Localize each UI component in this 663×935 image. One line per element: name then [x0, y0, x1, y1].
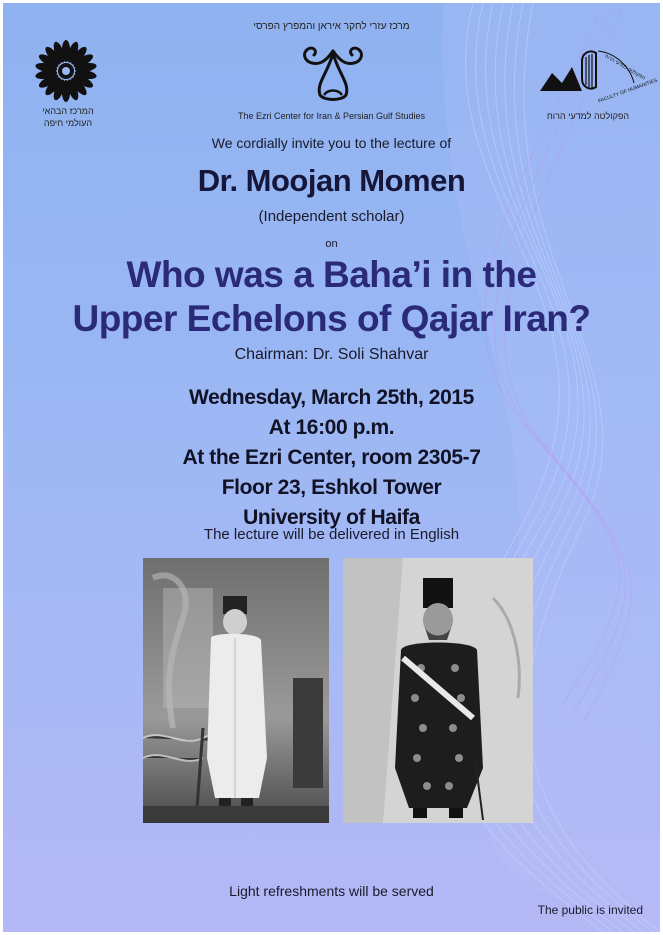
bahai-world-centre-hebrew-line2: העולמי חיפה [43, 118, 93, 128]
lecture-title [3, 253, 660, 341]
bahai-world-centre-hebrew-line1: המרכז הבהאי [42, 106, 94, 116]
faculty-logo-hebrew: הפקולטה למדעי הרוח [603, 53, 647, 82]
invitation-text: We cordially invite you to the lecture of [211, 135, 452, 151]
ezri-center-name: The Ezri Center for Iran & Persian Gulf Studies [237, 111, 426, 121]
speaker-name: Dr. Moojan Momen [197, 163, 466, 198]
historical-photo-left [143, 558, 329, 823]
event-floor: Floor 23, Eshkol Tower [221, 476, 442, 499]
faculty-of-humanities-logo-icon [538, 43, 659, 105]
historical-photo-right [343, 558, 533, 823]
language-note: The lecture will be delivered in English [203, 526, 460, 543]
event-place: At the Ezri Center, room 2305-7 [182, 446, 481, 469]
faculty-hebrew-name: הפקולטה למדעי הרוח [546, 111, 630, 121]
event-date: Wednesday, March 25th, 2015 [189, 386, 474, 409]
refreshments-note: Light refreshments will be served [229, 883, 434, 899]
event-university: University of Haifa [243, 506, 420, 529]
chairman-text: Chairman: Dr. Soli Shahvar [234, 346, 429, 363]
event-time: At 16:00 p.m. [268, 416, 395, 439]
bahai-world-centre-logo-icon [33, 38, 99, 104]
lecture-title-line2: Upper Echelons of Qajar Iran? [72, 298, 591, 339]
faculty-logo-label: FACULTY OF HUMANITIES [597, 77, 659, 105]
on-connector: on [325, 238, 338, 250]
poster [3, 3, 660, 932]
public-invited-note: The public is invited [537, 903, 643, 917]
speaker-affiliation: (Independent scholar) [258, 208, 405, 225]
event-details [3, 383, 660, 533]
ezri-center-logo-icon [298, 43, 368, 103]
hebrew-center-name: מרכז עזרי לחקר איראן והמפרץ הפרסי [253, 21, 410, 32]
lecture-title-line1: Who was a Baha’i in the [126, 254, 537, 295]
